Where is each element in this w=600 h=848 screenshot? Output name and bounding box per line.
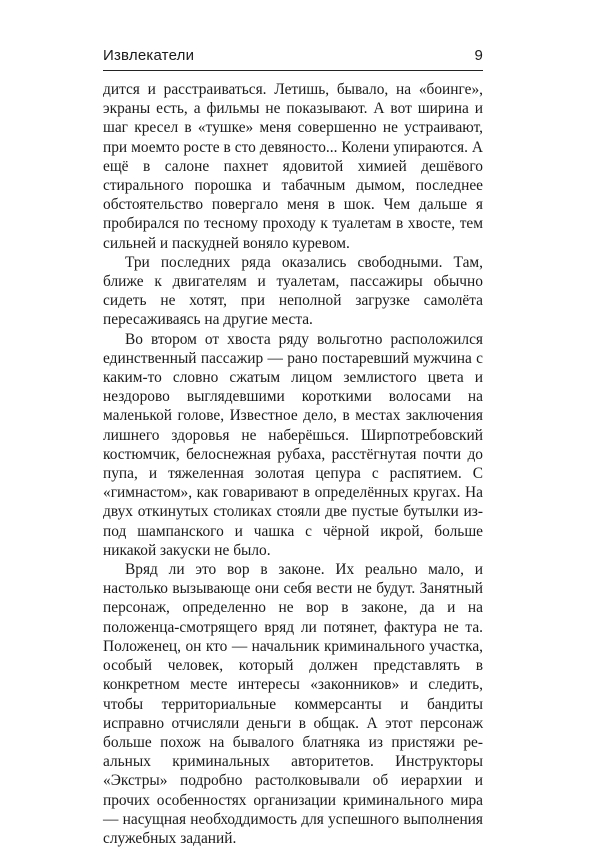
paragraph: Три последних ряда оказались свободными. Там, ближе к двигателям и туалетам, пассажиры обычно сидеть не хотят, при неполной загрузке самолёта пересаживаясь на другие места. (103, 253, 483, 329)
chapter-title: Извлекатели (103, 47, 195, 64)
running-head (103, 47, 483, 67)
body-text (103, 80, 483, 848)
header-rule (103, 70, 483, 71)
paragraph: Во втором от хвоста ряду вольготно расположился единственный пассажир — рано постаревший мужчина с каким-то словно сжатым лицом землистого цвета и нездорово выглядевшими короткими волосами на маленькой голове, Известное дело, в местах заключения лишнего здоровья не наберёшься. Ширпотребовский костюмчик, белоснежная рубаха, расстёгнутая почти до пупа, и тяжеленная золотая цепура с распятием. С «гимнастом», как говаривают в определённых кругах. На двух откинутых столиках стояли две пустые бутылки из-под шампанского и чашка с чёрной икрой, больше никакой закуски не было. (103, 330, 483, 559)
page-number: 9 (474, 47, 483, 64)
paragraph: Вряд ли это вор в законе. Их реально мало, и настолько вызывающе они себя вести не будут. Занятный персонаж, определенно не вор в законе, да и на положенца-смотрящего вряд ли потянет, фактура не та. Положенец, он кто — начальник криминального участка, особый человек, который должен представлять в конкретном месте интересы «законников» и следить, чтобы территориальные коммерсанты и бандиты исправно отчисляли деньги в общак. А этот персонаж больше похож на бывалого блатняка из пристяжи реальных криминальных авторитетов. Инструкторы «Экстры» подробно растолковывали об иерархии и прочих особенностях организации криминального мира — насущная необходдимость для успешного выполнения служебных заданий. (103, 561, 483, 847)
paragraph: дится и расстраиваться. Летишь, бывало, на «боинге», экраны есть, а фильмы не показывают. А вот ширина и шаг кресел в «тушке» меня совершенно не устраивают, при моемто росте в сто девяносто... Колени упираются. А ещё в салоне пахнет ядовитой химией дешёвого стирального порошка и табачным дымом, последнее обстоятельство повергало меня в шок. Чем дальше я пробирался по тесному проходу к туалетам в хвосте, тем сильней и паскудней воняло куревом. (103, 81, 483, 252)
